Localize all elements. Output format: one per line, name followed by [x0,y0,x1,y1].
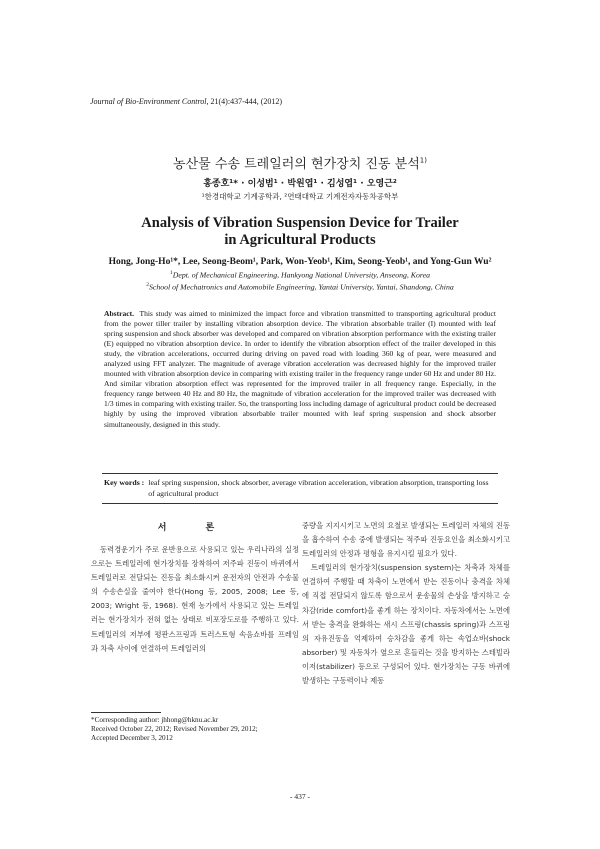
abstract-label: Abstract. [104,309,134,318]
affiliation-2-number: 2 [146,282,149,288]
keywords-top-rule [102,473,498,474]
affiliation-1-text: Dept. of Mechanical Engineering, Hankyong National University, Anseong, Korea [172,270,430,280]
keywords-bottom-rule [102,503,498,504]
english-authors: Hong, Jong-Ho¹*, Lee, Seong-Beom¹, Park, Won-Yeob¹, Kim, Seong-Yeob¹, and Yong-Gun Wu² [108,257,492,267]
keywords [104,478,496,499]
journal-citation [90,97,282,106]
right-column-paragraph-1: 중량을 지지시키고 노면의 요철로 발생되는 트레일러 자체의 진동을 흡수하여 수송 중에 발생되는 적주파 진동요인을 최소화시키고 트레일러의 안정과 평형을 유지시킬 필요가 있다. [302,521,510,559]
affiliation-2 [0,282,600,292]
affiliation-2-text: School of Mechatronics and Automobile Engineering, Yantai University, Yantai, Shandong, China [148,282,454,292]
footnote-rule [91,712,161,713]
journal-year: (2012) [260,97,283,106]
english-title [0,215,600,249]
abstract [104,309,496,430]
journal-volume: 21(4):437-444, [210,97,259,106]
corresponding-author: *Corresponding author: jhhong@hknu.ac.kr [91,716,219,724]
korean-affiliation: ¹한경대학교 기계공학과, ²연태대학교 기계전자자동차공학부 [201,192,399,201]
footnote [91,716,258,743]
journal-name: Journal of Bio-Environment Control, [90,97,209,106]
korean-title-note: 1) [419,156,427,165]
korean-title [0,153,600,172]
right-column-paragraph-2: 트레일러의 현가장치(suspension system)는 차축과 차체를 연결하여 주행할 때 차축이 노면에서 받는 진동이나 충격을 차체에 직접 전달되지 않도록 함으로서 운송물의 손상을 방지하고 승차감(ride comfort)을 좋게 하는 장치이다. 자동차에서는 노면에서 받는 충격을 완화하는 새시 스프링(chassis spring)과 스프링의 자유진동을 억제하여 승차감을 좋게 하는 속업쇼바(shock absorber) 및 자동차가 옆으로 흔들리는 것을 방지하는 스테빌라이저(stabilizer) 등으로 구성되어 있다. 현가장치는 구동 바퀴에 발생하는 구동력이나 제동 [302,563,510,686]
korean-authors: 홍종호¹* · 이성범¹ · 박원엽¹ · 김성엽¹ · 오영근² [203,179,397,189]
keywords-label: Key words : [104,478,145,487]
received-date: Received October 22, 2012; Revised November 29, 2012; [91,725,258,733]
left-column [91,543,299,656]
right-column [302,519,510,688]
affiliation-1 [0,270,600,280]
english-title-line-1: Analysis of Vibration Suspension Device for Trailer [141,215,459,231]
page-number: - 437 - [290,792,310,801]
section-title-introduction: 서 론 [157,523,233,533]
affiliation-1-number: 1 [169,270,173,276]
left-column-paragraph: 동력경운기가 주로 운반용으로 사용되고 있는 우리나라의 실정으로는 트레일러에 현가장치를 장착하여 저주파 진동이 바퀴에서 트레일러로 전달되는 진동을 최소화시켜 운전자의 안전과 수송물의 수송손실을 줄여야 한다(Hong 등, 2005, 2008; Lee 등, 2003; Wright 등, 1968). 현재 농가에서 사용되고 있는 트레일러는 현가장치가 전혀 없는 상태로 비포장도로를 주행하고 있다. 트레일러의 저부에 평판스프링과 트러스트형 속음쇼바를 프레임과 차축 사이에 연결하여 트레일러의 [91,545,299,653]
korean-title-text: 농산물 수송 트레일러의 현가장치 진동 분석 [173,157,420,172]
accepted-date: Accepted December 3, 2012 [91,734,173,742]
keywords-text: leaf spring suspension, shock absorber, average vibration acceleration, vibration absorption, transporting loss of agricultural product [148,478,489,498]
abstract-text: This study was aimed to minimized the impact force and vibration transmitted to transporting agricultural product from the power tiller trailer by installing vibration absorption device. The vibration absorbable trailer (I) mounted with leaf spring suspension and shock absorber was developed and compared on vibration absorption performance with the existing trailer (E) equipped no vibration absorption device. In order to identify the vibration absorption effect of the trailer developed in this study, the vibration accelerations, occurred during driving on paved road with loading 360 kg of pear, were measured and analyzed using FFT analyzer. The magnitude of average vibration acceleration was decreased highly for the improved trailer mounted with vibration absorption device in comparing with existing trailer in the frequency range under 60 Hz and under 80 Hz. And similar vibration absorption effect was represented for the improved trailer in all frequency range. Especially, in the frequency range between 40 Hz and 80 Hz, the magnitude of vibration acceleration for the improved trailer was decreased with 1/3 times in comparing with existing trailer. So, the transporting loss including damage of agricultural product could be decreased highly by using the improved vibration absorbable trailer mounted with leaf spring suspension and shock absorber simultaneously, designed in this study. [104,309,496,429]
english-title-line-2: in Agricultural Products [224,232,376,248]
